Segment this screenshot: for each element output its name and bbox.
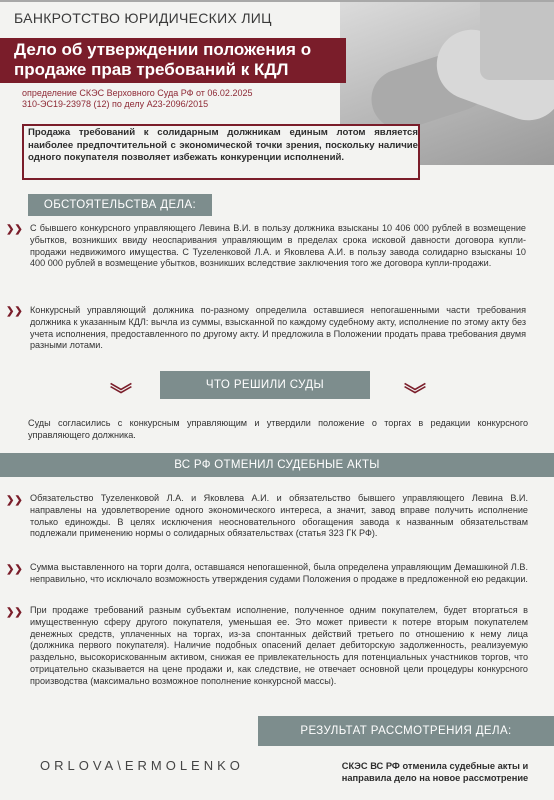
vs-point-3: При продаже требований разным субъектам исполнение, полученное одним покупателем, будет вторгаться в имущественную сферу другого покупателя, уменьшая ее. Это может привести к потере вторым покупателем денежных средств, уплаченных на торгах, из-за спонтанных действий третьего по отношению к нему лица (должника первого покупателя). Наличие подобных опасений делает дебиторскую задолженность, реализуемую раздельно, высокорискованным активом, снижая ее привлекательность для потенциальных участников торгов, что отрицательно сказывается на цене продажи и, как следствие, не отвечает основной цели процедуры конкурсного производства (максимально возможное пополнение конкурсной массы). <box>30 605 528 686</box>
section-courts-heading: ЧТО РЕШИЛИ СУДЫ <box>160 371 370 399</box>
case-reference <box>22 88 322 110</box>
chevron-down-icon: ︾ <box>110 382 133 407</box>
vs-point-1: Обязательство Туzеленковой Л.А. и Яковлева А.И. и обязательство бывшего управляющего Левина В.И. направлены на удовлетворение одного экономического интереса, а значит, завод вправе получить исполнение только единожды. В целях исключения неосновательного обогащения завода к названным обязательствам подлежали применению нормы о солидарных обязательствах (статья 323 ГК РФ). <box>30 493 528 539</box>
result-text: СКЭС ВС РФ отменила судебные акты и направила дело на новое рассмотрение <box>341 761 529 783</box>
firm-logo: ORLOVA\ERMOLENKO <box>40 758 244 773</box>
chevron-icon: ❯❯ <box>6 607 23 618</box>
courts-decision-text: Суды согласились с конкурсным управляющим и утвердили положение о торгах в редакции конкурсного управляющего должника. <box>28 418 528 440</box>
section-result-heading: РЕЗУЛЬТАТ РАССМОТРЕНИЯ ДЕЛА: <box>258 716 554 746</box>
category-kicker: БАНКРОТСТВО ЮРИДИЧЕСКИХ ЛИЦ <box>14 10 272 26</box>
section-circumstances-heading: ОБСТОЯТЕЛЬСТВА ДЕЛА: <box>28 194 212 216</box>
case-reference-line1: определение СКЭС Верховного Суда РФ от 06.02.2025 <box>22 88 253 98</box>
circumstance-item-2: Конкурсный управляющий должника по-разному определила оставшиеся непогашенными части требования должника к указанным КДЛ: вычла из суммы, взысканной по каждому судебному акту, исполнение по этому акту без учета исполнения, предоставленного по другому акту. И предложила в Положении продать права требования двумя разными лотами. <box>30 305 526 351</box>
page-title: Дело об утверждении положения о продаже прав требований к КДЛ <box>14 40 312 79</box>
chevron-icon: ❯❯ <box>6 224 23 235</box>
chevron-icon: ❯❯ <box>6 306 23 317</box>
chevron-icon: ❯❯ <box>6 495 23 506</box>
chevron-icon: ❯❯ <box>6 564 23 575</box>
vs-point-2: Сумма выставленного на торги долга, оставшаяся непогашенной, была определена управляющим Демашкиной Л.В. неправильно, что исключало возможность утверждения судами Положения о продаже в предложенной ею редакции. <box>30 562 528 584</box>
key-thesis-text: Продажа требований к солидарным должникам единым лотом является наиболее предпочтительной с экономической точки зрения, поскольку наличие одного покупателя позволяет избежать конкуренции исполнений. <box>28 127 418 163</box>
case-reference-line2: 310-ЭС19-23978 (12) по делу А23-2096/2015 <box>22 99 209 109</box>
top-rule <box>0 0 554 2</box>
circumstance-item-1: С бывшего конкурсного управляющего Левина В.И. в пользу должника взысканы 10 406 000 рублей в возмещение убытков, возникших ввиду неоспаривания управляющим в пределах срока исковой давности договора купли-продажи недвижимого имущества. С Туzеленковой Л.А. и Яковлева А.И. в пользу завода солидарно взысканы 10 400 000 рублей в возмещение убытков, возникших вследствие заключения того же договора купли-продажи. <box>30 223 526 269</box>
section-vs-heading: ВС РФ ОТМЕНИЛ СУДЕБНЫЕ АКТЫ <box>0 453 554 477</box>
chevron-down-icon: ︾ <box>404 382 427 407</box>
